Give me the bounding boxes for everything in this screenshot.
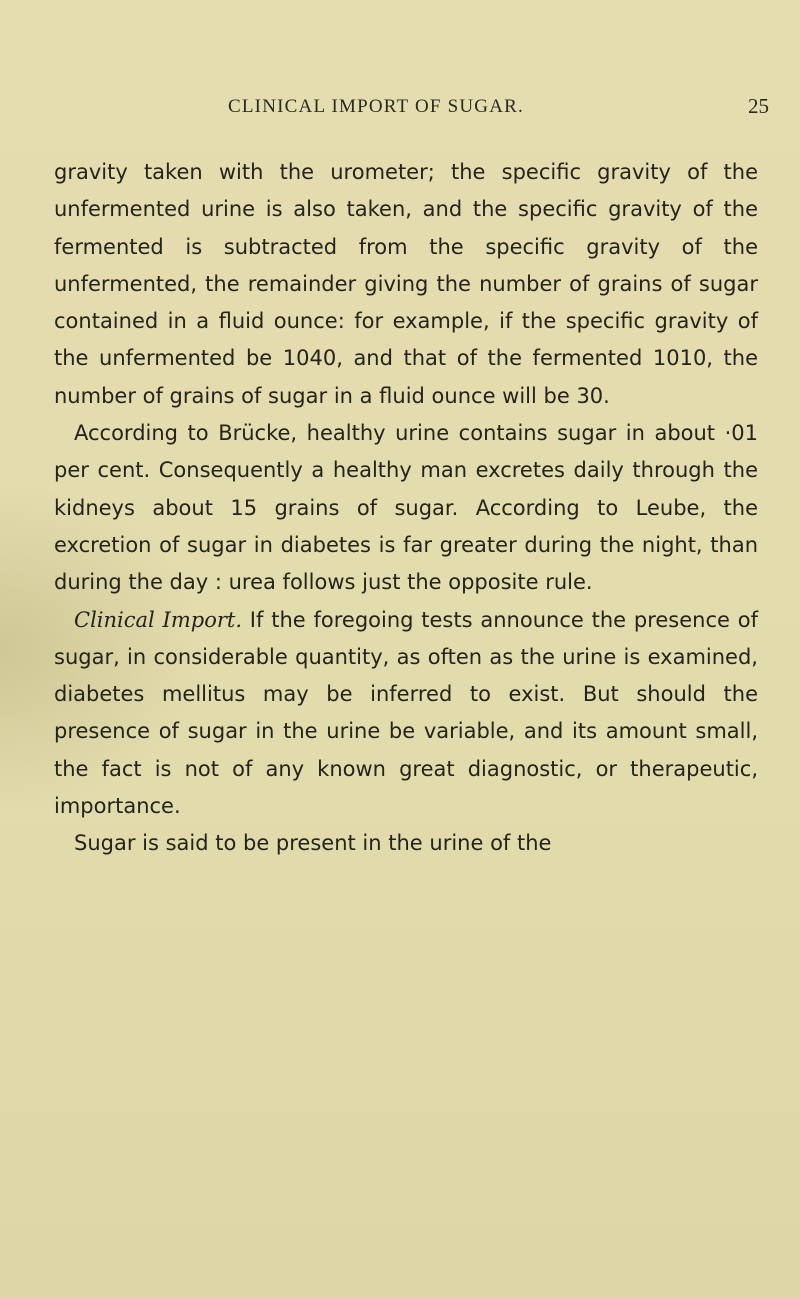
body-text (54, 154, 758, 863)
paragraph-1 (54, 154, 758, 415)
paragraph-3 (54, 602, 758, 826)
paragraph-3-text: If the foregoing tests announce the presence of sugar, in considerable quantity, as often as the urine is examined, diabetes mellitus may be inferred to exist. But should the presence of sugar in the urine be variable, and its amount small, the fact is not of any known great diagnostic, or therapeutic, importance. (54, 607, 758, 819)
paragraph-2 (54, 415, 758, 601)
paragraph-1-text: gravity taken with the urometer; the specific gravity of the unfermented urine is also taken, and the specific gravity of the fermented is subtracted from the specific gravity of the unfermented, the remainder giving the number of grains of sugar contained in a fluid ounce: for example, if the specific gravity of the unfermented be 1040, and that of the fermented 1010, the number of grains of sugar in a fluid ounce will be 30. (54, 160, 758, 408)
running-title: CLINICAL IMPORT OF SUGAR. (228, 96, 524, 117)
paragraph-4-text: Sugar is said to be present in the urine of the (74, 831, 552, 856)
paragraph-4 (54, 825, 758, 862)
section-heading-clinical-import: Clinical Import. (74, 607, 242, 632)
paragraph-2-text: According to Brücke, healthy urine contains sugar in about ·01 per cent. Consequently a healthy man excretes daily through the kidneys about 15 grains of sugar. According to Leube, the excretion of sugar in diabetes is far greater during the night, than during the day : urea follows just the opposite rule. (54, 421, 758, 595)
page-number: 25 (748, 94, 769, 118)
